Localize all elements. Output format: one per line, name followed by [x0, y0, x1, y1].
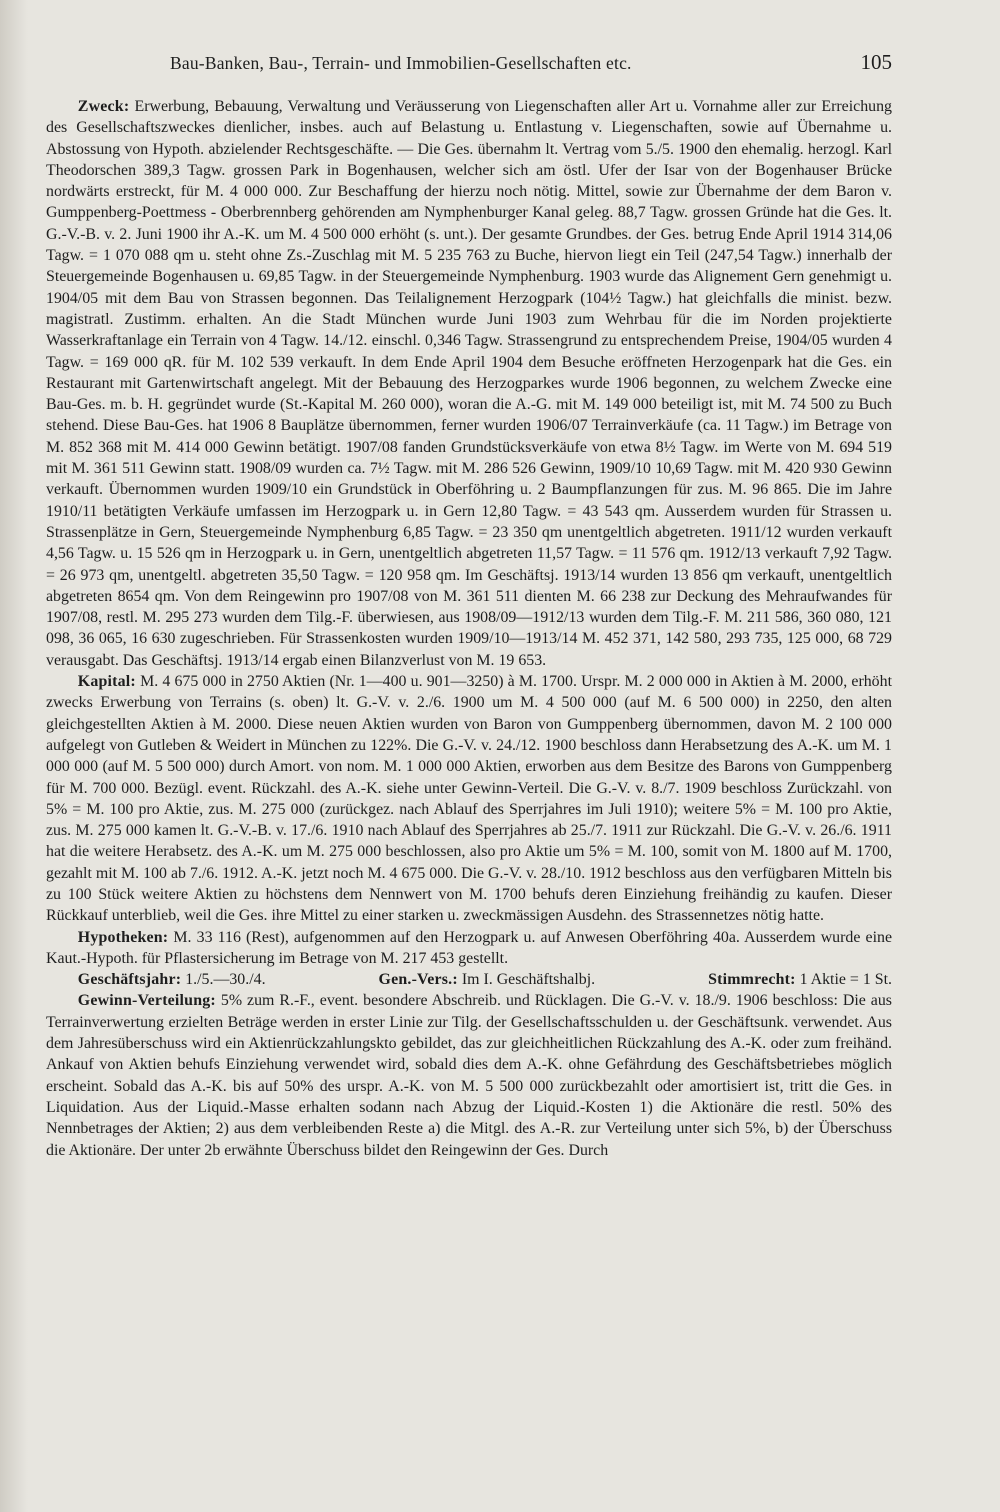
- hypotheken-text: M. 33 116 (Rest), aufgenommen auf den Herzogpark u. auf Anwesen Oberföhring 40a. Ausserdem wurde eine Kaut.-Hypoth. für Pflastersicherung im Betrage von M. 217 453 gestellt.: [46, 928, 892, 967]
- stimmrecht-value: 1 Aktie = 1 St.: [799, 971, 892, 989]
- geschaeftsjahr: [46, 969, 266, 990]
- page-gutter-shadow: [0, 0, 28, 1512]
- gewinn-text: 5% zum R.-F., event. besondere Abschreib. und Rücklagen. Die G.-V. v. 18./9. 1906 beschloss: Die aus Terrainverwertung erzielten Beträge werden in erster Linie zur Tilg. der Gesellschaftsschulden u. der Geschäftsunk. verwendet. Aus dem Jahresüberschuss wird ein Aktienrückzahlungskto gebildet, das zur gleichheitlichen Rückzahlung des A.-K. oder zum freihänd. Ankauf von Aktien behufs Einziehung verwendet wird, sobald dies dem A.-K. ohne Gefährdung des Geschäftsbetriebes möglich erscheint. Sobald das A.-K. bis auf 50% des urspr. A.-K. von M. 5 500 000 zurückbezahlt oder amortisiert ist, tritt die Ges. in Liquidation. Aus der Liquid.-Masse erhalten sodann nach Abzug der Liquid.-Kosten 1) die Aktionäre die restl. 50% des Nennbetrages der Aktien; 2) aus dem verbleibenden Reste a) die Mitgl. des A.-R. zur Verteilung unter sich 5%, b) der Überschuss die Aktionäre. Der unter 2b erwähnte Überschuss bildet den Reingewinn der Ges. Durch: [46, 992, 892, 1159]
- header-title: Bau-Banken, Bau-, Terrain- und Immobilien-Gesellschaften etc.: [170, 53, 632, 73]
- genvers-label: Gen.-Vers.:: [378, 971, 458, 989]
- section-gewinn: [46, 990, 892, 1160]
- genvers: [347, 969, 595, 990]
- section-zweck: [46, 96, 892, 671]
- section-kapital: [46, 671, 892, 927]
- zweck-text: Erwerbung, Bebauung, Verwaltung und Veräusserung von Liegenschaften aller Art u. Vornahme aller zur Erreichung des Gesellschaftszweckes dienlicher, insbes. auch auf Belastung u. Entlastung v. Liegenschaften, sowie auf Übernahme u. Abstossung von Hypoth. abzielender Rechtsgeschäfte. — Die Ges. übernahm lt. Vertrag vom 5./5. 1900 den ehemalig. herzogl. Karl Theodorschen 389,3 Tagw. grossen Park in Bogenhausen, welcher sich am östl. Ufer der Isar von der Bogenhauser Brücke nordwärts erstreckt, für M. 4 000 000. Zur Beschaffung der hierzu noch nötig. Mittel, sowie zur Übernahme der dem Baron v. Gumppenberg-Poettmess - Oberbrennberg gehörenden am Nymphenburger Kanal geleg. 88,7 Tagw. grossen Gründe hat die Ges. lt. G.-V.-B. v. 2. Juni 1900 ihr A.-K. um M. 4 500 000 erhöht (s. unt.). Der gesamte Grundbes. der Ges. betrug Ende April 1914 314,06 Tagw. = 1 070 088 qm u. steht ohne Zs.-Zuschlag mit M. 5 235 763 zu Buche, hiervon liegt ein Teil (247,54 Tagw.) innerhalb der Steuergemeinde Bogenhausen u. 69,85 Tagw. in der Steuergemeinde Nymphenburg. 1903 wurde das Alignement Gern genehmigt u. 1904/05 mit dem Bau von Strassen begonnen. Das Teilalignement Herzogpark (104½ Tagw.) hat gleichfalls die minist. bezw. magistratl. Zustimm. erhalten. An die Stadt München wurde Juni 1903 zum Wehrbau für die im Norden projektierte Wasserkraftanlage ein Terrain von 4 Tagw. 14./12. einschl. 0,346 Tagw. Strassengrund zu entsprechendem Preise, 1904/05 wurden 4 Tagw. = 169 000 qR. für M. 102 539 verkauft. In dem Ende April 1904 dem Besuche eröffneten Herzogenpark hat die Ges. ein Restaurant mit Gartenwirtschaft angelegt. Mit der Bebauung des Herzogparkes wurde 1906 begonnen, zu welchem Zwecke eine Bau-Ges. m. b. H. gegründet wurde (St.-Kapital M. 260 000), woran die A.-G. mit M. 149 000 beteiligt ist, mit M. 74 500 zu Buch stehend. Diese Bau-Ges. hat 1906 8 Bauplätze übernommen, ferner wurden 1906/07 Terrainverkäufe (ca. 11 Tagw.) im Betrage von M. 852 368 mit M. 414 000 Gewinn betätigt. 1907/08 fanden Grundstücksverkäufe von etwa 8½ Tagw. im Werte von M. 694 519 mit M. 361 511 Gewinn statt. 1908/09 wurden ca. 7½ Tagw. mit M. 286 526 Gewinn, 1909/10 10,69 Tagw. mit M. 420 930 Gewinn verkauft. Übernommen wurden 1909/10 ein Grundstück in Oberföhring u. 2 Baumpflanzungen für zus. M. 96 865. Die im Jahre 1910/11 betätigten Verkäufe umfassen im Herzogpark u. in Gern 12,80 Tagw. = 43 543 qm. Ausserdem wurden für Strassen u. Strassenplätze in Gern, Steuergemeinde Nymphenburg 6,85 Tagw. = 23 350 qm unentgeltlich abgetreten. 1911/12 wurden verkauft 4,56 Tagw. u. 15 526 qm in Herzogpark u. in Gern, unentgeltlich abgetreten 11,57 Tagw. = 11 576 qm. 1912/13 verkauft 7,92 Tagw. = 26 973 qm, unentgeltl. abgetreten 35,50 Tagw. = 120 958 qm. Im Geschäftsj. 1913/14 wurden 13 856 qm verkauft, unentgeltlich abgetreten 8654 qm. Von dem Reingewinn pro 1907/08 von M. 361 511 dienten M. 66 238 zur Deckung des Mehraufwandes für 1907/08, restl. M. 295 273 wurden dem Tilg.-F. überwiesen, aus 1908/09—1912/13 wurden dem Tilg.-F. M. 211 586, 360 080, 121 098, 36 065, 16 630 zugeschrieben. Für Strassenkosten wurden 1909/10—1913/14 M. 452 371, 142 580, 293 735, 125 000, 68 729 verausgabt. Das Geschäftsj. 1913/14 ergab einen Bilanzverlust von M. 19 653.: [46, 98, 892, 669]
- section-meta: [46, 969, 892, 990]
- hypotheken-label: Hypotheken:: [77, 928, 169, 946]
- zweck-label: Zweck:: [77, 98, 130, 115]
- kapital-label: Kapital:: [77, 673, 136, 691]
- stimmrecht: [676, 969, 892, 990]
- page-number: 105: [860, 50, 892, 74]
- stimmrecht-label: Stimmrecht:: [708, 971, 796, 989]
- geschaeftsjahr-value: 1./5.—30./4.: [185, 971, 266, 989]
- genvers-value: Im I. Geschäftshalbj.: [461, 971, 596, 989]
- kapital-text: M. 4 675 000 in 2750 Aktien (Nr. 1—400 u. 901—3250) à M. 1700. Urspr. M. 2 000 000 in Aktien à M. 2000, erhöht zwecks Erwerbung von Terrains (s. oben) lt. G.-V. v. 2./6. 1900 um M. 4 500 000 (auf M. 6 500 000) in 2250, den alten gleichgestellten Aktien à M. 2000. Diese neuen Aktien wurden von Baron von Gumppenberg übernommen, davon M. 2 100 000 aufgelegt von Gutleben & Weidert in München zu 122%. Die G.-V. v. 24./12. 1900 beschloss dann Herabsetzung des A.-K. um M. 1 000 000 (auf M. 5 500 000) durch Amort. von nom. M. 1 000 000 Aktien, erworben aus dem Besitze des Barons von Gumppenberg für M. 700 000. Bezügl. event. Rückzahl. des A.-K. siehe unter Gewinn-Verteil. Die G.-V. v. 8./7. 1909 beschloss Zurückzahl. von 5% = M. 100 pro Aktie, zus. M. 275 000 (zurückgez. nach Ablauf des Sperrjahres im Juli 1910); weitere 5% = M. 100 pro Aktie, zus. M. 275 000 kamen lt. G.-V.-B. v. 17./6. 1910 nach Ablauf des Sperrjahres ab 25./7. 1911 zur Rückzahl. Die G.-V. v. 26./6. 1911 hat die weitere Herabsetz. des A.-K. um M. 275 000 beschlossen, also pro Aktie um 5% = M. 100, somit von M. 1800 auf M. 1700, gezahlt mit M. 100 ab 7./6. 1912. A.-K. jetzt noch M. 4 675 000. Die G.-V. v. 28./10. 1912 beschloss aus den verfügbaren Mitteln bis zu 100 Stück weitere Aktien zu höchstens dem Nennwert von M. 1700 behufs deren Einziehung freihändig zu kaufen. Dieser Rückkauf unterblieb, weil die Ges. ihre Mittel zu einer starken u. zweckmässigen Ausdehn. des Strassennetzes nötig hatte.: [46, 673, 892, 925]
- article-body: [46, 96, 892, 1161]
- running-header: [170, 50, 892, 75]
- geschaeftsjahr-label: Geschäftsjahr:: [77, 971, 182, 989]
- section-hypotheken: [46, 927, 892, 970]
- gewinn-label: Gewinn-Verteilung:: [77, 992, 216, 1010]
